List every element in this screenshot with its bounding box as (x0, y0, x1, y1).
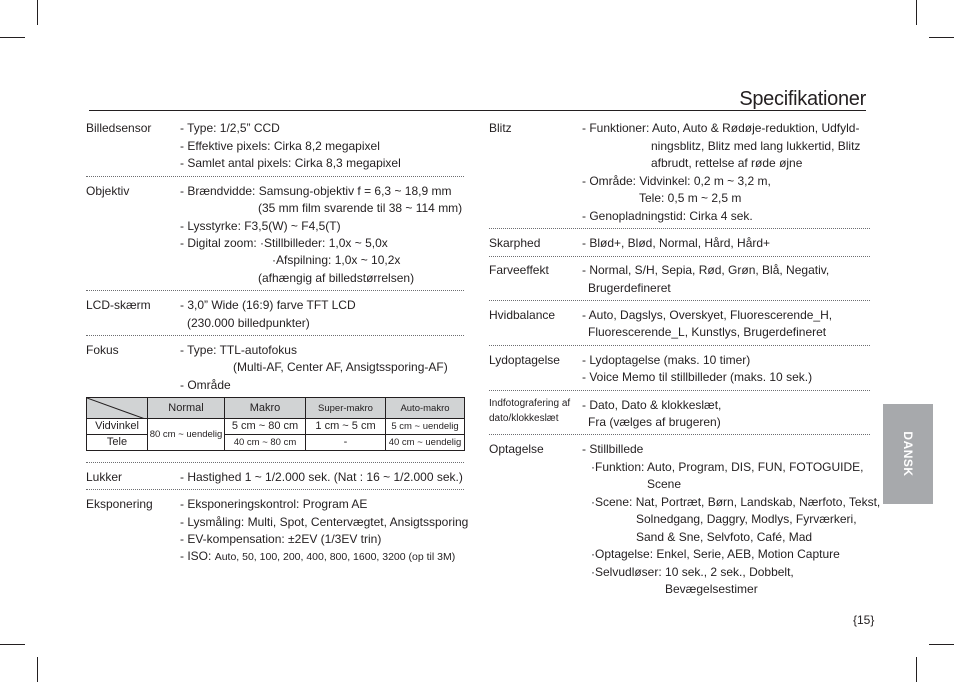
table-cell: 80 cm ~ uendelig (148, 419, 225, 451)
label-indfotografering: Indfotografering af (489, 398, 571, 409)
row-divider (489, 228, 870, 229)
crop-mark (916, 0, 917, 25)
language-tab (883, 404, 933, 504)
spec-line: (35 mm film svarende til 38 ~ 114 mm) (258, 201, 463, 215)
spec-line: - Type: 1/2,5” CCD (180, 121, 280, 135)
row-divider (489, 300, 870, 301)
label-lydoptagelse: Lydoptagelse (489, 353, 560, 367)
table-row (87, 419, 465, 435)
row-divider (86, 462, 464, 463)
label-farveeffekt: Farveeffekt (489, 263, 549, 277)
spec-line: - EV-kompensation: ±2EV (1/3EV trin) (180, 532, 382, 546)
spec-line: - Blød+, Blød, Normal, Hård, Hård+ (582, 236, 771, 250)
spec-line: - Type: TTL-autofokus (180, 343, 297, 357)
label-skarphed: Skarphed (489, 236, 541, 250)
spec-line: ·Afspilning: 1,0x ~ 10,2x (272, 253, 401, 267)
page-title: Specifikationer (739, 88, 866, 110)
spec-line: ·Selvudløser: 10 sek., 2 sek., Dobbelt, (591, 565, 794, 579)
table-cell: 40 cm ~ 80 cm (225, 435, 306, 451)
table-header: Auto-makro (386, 398, 465, 419)
label-blitz: Blitz (489, 121, 512, 135)
table-cell: - (306, 435, 386, 451)
spec-line: ·Scene: Nat, Portræt, Børn, Landskab, Nærfoto, Tekst, (591, 495, 881, 509)
row-divider (86, 176, 464, 177)
label-billedsensor: Billedsensor (86, 121, 152, 135)
crop-mark (929, 37, 954, 38)
table-row-header: Tele (87, 435, 148, 451)
table-header: Normal (148, 398, 225, 419)
spec-line: ningsblitz, Blitz med lang lukkertid, Blitz (651, 139, 861, 153)
table-row-header: Vidvinkel (87, 419, 148, 435)
row-divider (489, 256, 870, 257)
spec-line: (Multi-AF, Center AF, Ansigtssporing-AF) (233, 360, 448, 374)
table-cell: 1 cm ~ 5 cm (306, 419, 386, 435)
spec-line: - Brændvidde: Samsung-objektiv f = 6,3 ~ 18,9 mm (180, 184, 452, 198)
spec-line: Bevægelsestimer (665, 582, 758, 596)
crop-mark (0, 644, 25, 645)
crop-mark (916, 657, 917, 682)
iso-prefix: - ISO: (180, 549, 212, 563)
spec-line: Fra (vælges af brugeren) (588, 415, 721, 429)
spec-line: - Område: Vidvinkel: 0,2 m ~ 3,2 m, (582, 174, 771, 188)
spec-line: - Voice Memo til stillbilleder (maks. 10 sek.) (582, 370, 813, 384)
crop-mark (0, 37, 25, 38)
spec-line: - Samlet antal pixels: Cirka 8,3 megapixel (180, 156, 401, 170)
table-header: Makro (225, 398, 306, 419)
table-row (87, 435, 465, 451)
spec-line: - Funktioner: Auto, Auto & Rødøje-reduktion, Udfyld- (582, 121, 860, 135)
spec-line: - Stillbillede (582, 442, 644, 456)
spec-line: - Lysmåling: Multi, Spot, Centervægtet, Ansigtssporing (180, 515, 469, 529)
spec-line: - Eksponeringskontrol: Program AE (180, 497, 368, 511)
spec-line: ·Funktion: Auto, Program, DIS, FUN, FOTOGUIDE, (591, 460, 864, 474)
language-tab-label: DANSK (901, 431, 915, 477)
row-divider (86, 290, 464, 291)
spec-line: (230.000 billedpunkter) (187, 316, 310, 330)
crop-mark (929, 644, 954, 645)
spec-line: - Hastighed 1 ~ 1/2.000 sek. (Nat : 16 ~ 1/2.000 sek.) (180, 470, 463, 484)
iso-values: Auto, 50, 100, 200, 400, 800, 1600, 3200 (op til 3M) (214, 551, 456, 563)
table-cell: 5 cm ~ 80 cm (225, 419, 306, 435)
spec-line: (afhængig af billedstørrelsen) (258, 271, 415, 285)
table-cell: 40 cm ~ uendelig (386, 435, 465, 451)
spec-line: - Område (180, 378, 231, 392)
crop-mark (37, 0, 38, 25)
spec-line: - Lydoptagelse (maks. 10 timer) (582, 353, 751, 367)
spec-line: - Normal, S/H, Sepia, Rød, Grøn, Blå, Negativ, (582, 263, 830, 277)
spec-line: - Digital zoom: ·Stillbilleder: 1,0x ~ 5,0x (180, 236, 388, 250)
spec-line: - Dato, Dato & klokkeslæt, (582, 398, 722, 412)
spec-line-iso (180, 549, 455, 565)
spec-line: afbrudt, rettelse af røde øjne (651, 156, 803, 170)
spec-line: Solnedgang, Daggry, Modlys, Fyrværkeri, (636, 512, 857, 526)
spec-line: ·Optagelse: Enkel, Serie, AEB, Motion Capture (591, 547, 840, 561)
title-rule (89, 110, 866, 111)
row-divider (86, 335, 464, 336)
label-optagelse: Optagelse (489, 442, 544, 456)
row-divider (86, 489, 464, 490)
table-corner-cell (87, 398, 148, 419)
spec-line: - Lysstyrke: F3,5(W) ~ F4,5(T) (180, 219, 341, 233)
label-objektiv: Objektiv (86, 184, 130, 198)
diagonal-line (87, 398, 148, 419)
spec-line: Brugerdefineret (588, 281, 671, 295)
label-lukker: Lukker (86, 470, 123, 484)
row-divider (489, 345, 870, 346)
spec-line: Sand & Sne, Selvfoto, Café, Mad (636, 530, 813, 544)
page-number: {15} (853, 613, 875, 627)
spec-line: Scene (647, 477, 682, 491)
label-indfotografering-line2: dato/klokkeslæt (489, 413, 559, 424)
row-divider (489, 434, 870, 435)
spec-line: Tele: 0,5 m ~ 2,5 m (639, 191, 742, 205)
crop-mark (37, 657, 38, 682)
row-divider (489, 390, 870, 391)
table-cell: 5 cm ~ uendelig (386, 419, 465, 435)
label-eksponering: Eksponering (86, 497, 153, 511)
spec-line: - Effektive pixels: Cirka 8,2 megapixel (180, 139, 380, 153)
spec-line: Fluorescerende_L, Kunstlys, Brugerdefineret (588, 325, 827, 339)
spec-line: - 3,0” Wide (16:9) farve TFT LCD (180, 298, 356, 312)
focus-range-table (86, 397, 465, 451)
spec-line: - Auto, Dagslys, Overskyet, Fluorescerende_H, (582, 308, 833, 322)
label-fokus: Fokus (86, 343, 119, 357)
label-lcd: LCD-skærm (86, 298, 151, 312)
table-header: Super-makro (306, 398, 386, 419)
label-hvidbalance: Hvidbalance (489, 308, 556, 322)
spec-line: - Genopladningstid: Cirka 4 sek. (582, 209, 753, 223)
